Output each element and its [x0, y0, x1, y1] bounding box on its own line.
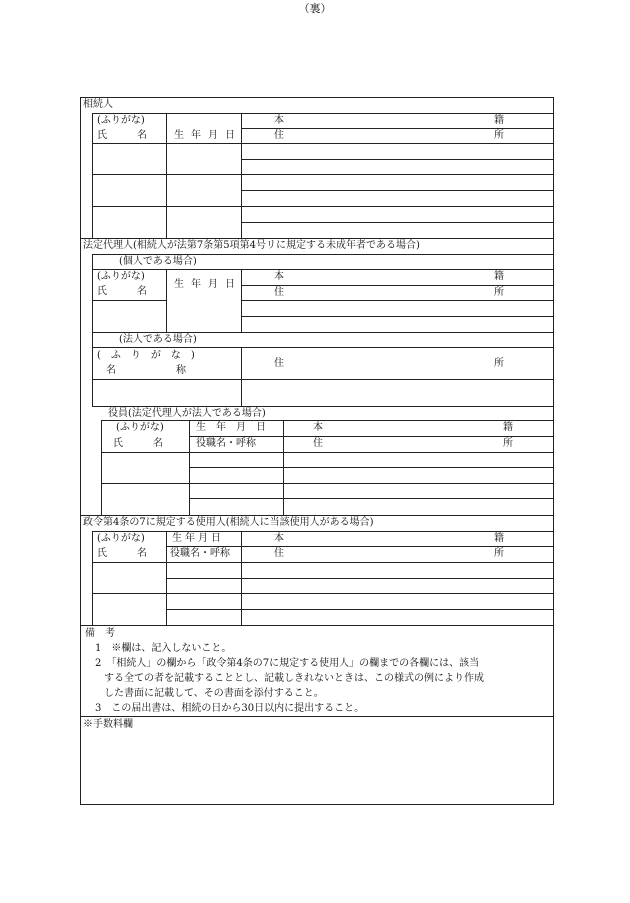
heir-address-label: 住 所	[274, 130, 504, 141]
employee-birth-label: 生年月日	[172, 533, 224, 544]
legal-rep-corp-kana-label: ( ふ り が な )	[97, 350, 195, 361]
heir-name-label: 氏 名	[97, 130, 147, 141]
officer-title-label: 役職名・呼称	[196, 438, 256, 449]
fee-label: ※手数料欄	[83, 719, 133, 730]
employee-honseki-label: 本 籍	[274, 533, 504, 544]
page-title: （裏）	[298, 2, 332, 15]
legal-rep-kana-label: (ふりがな)	[97, 271, 145, 282]
officer-name-label: 氏 名	[113, 438, 163, 449]
officer-birth-label: 生 年 月 日	[196, 422, 266, 433]
legal-rep-individual-label: (個人である場合)	[119, 256, 197, 267]
employee-section-label: 政令第4条の7に規定する使用人(相続人に当該使用人がある場合)	[83, 517, 374, 528]
heir-honseki-label: 本 籍	[274, 115, 504, 126]
employee-kana-label: (ふりがな)	[97, 533, 145, 544]
note-1: 1 ※欄は、記入しないこと。	[95, 643, 232, 654]
officer-kana-label: (ふりがな)	[116, 422, 164, 433]
officer-address-label: 住 所	[313, 438, 513, 449]
officer-section-label: 役員(法定代理人が法人である場合)	[108, 408, 266, 419]
legal-rep-address-label: 住 所	[274, 287, 504, 298]
employee-title-label: 役職名・呼称	[170, 548, 230, 559]
notes-heading: 備 考	[85, 628, 115, 639]
legal-rep-honseki-label: 本 籍	[274, 271, 504, 282]
heir-birth-label: 生年月日	[174, 130, 242, 141]
fee-area[interactable]	[81, 732, 551, 802]
legal-rep-section-label: 法定代理人(相続人が法第7条第5項第4号リに規定する未成年者である場合)	[83, 240, 420, 251]
legal-rep-corp-address-label: 住 所	[274, 358, 504, 369]
note-3: 3 この届出書は、相続の日から30日以内に提出すること。	[95, 703, 365, 714]
legal-rep-corp-name-label: 名 称	[106, 365, 186, 376]
note-2-line-1: 2 「相続人」の欄から「政令第4条の7に規定する使用人」の欄までの各欄には、該当	[95, 658, 480, 669]
note-2-line-2: する全ての者を記載することとし、記載しきれないときは、この様式の例により作成	[104, 673, 484, 684]
legal-rep-birth-label: 生年月日	[174, 279, 242, 290]
employee-address-label: 住 所	[274, 548, 504, 559]
note-2-line-3: した書面に記載して、その書面を添付すること。	[104, 688, 324, 699]
officer-honseki-label: 本 籍	[313, 422, 513, 433]
legal-rep-name-label: 氏 名	[97, 286, 147, 297]
legal-rep-corp-label: (法人である場合)	[119, 334, 197, 345]
heir-kana-label: (ふりがな)	[97, 115, 145, 126]
heir-section-label: 相続人	[83, 99, 113, 110]
employee-name-label: 氏 名	[97, 548, 147, 559]
